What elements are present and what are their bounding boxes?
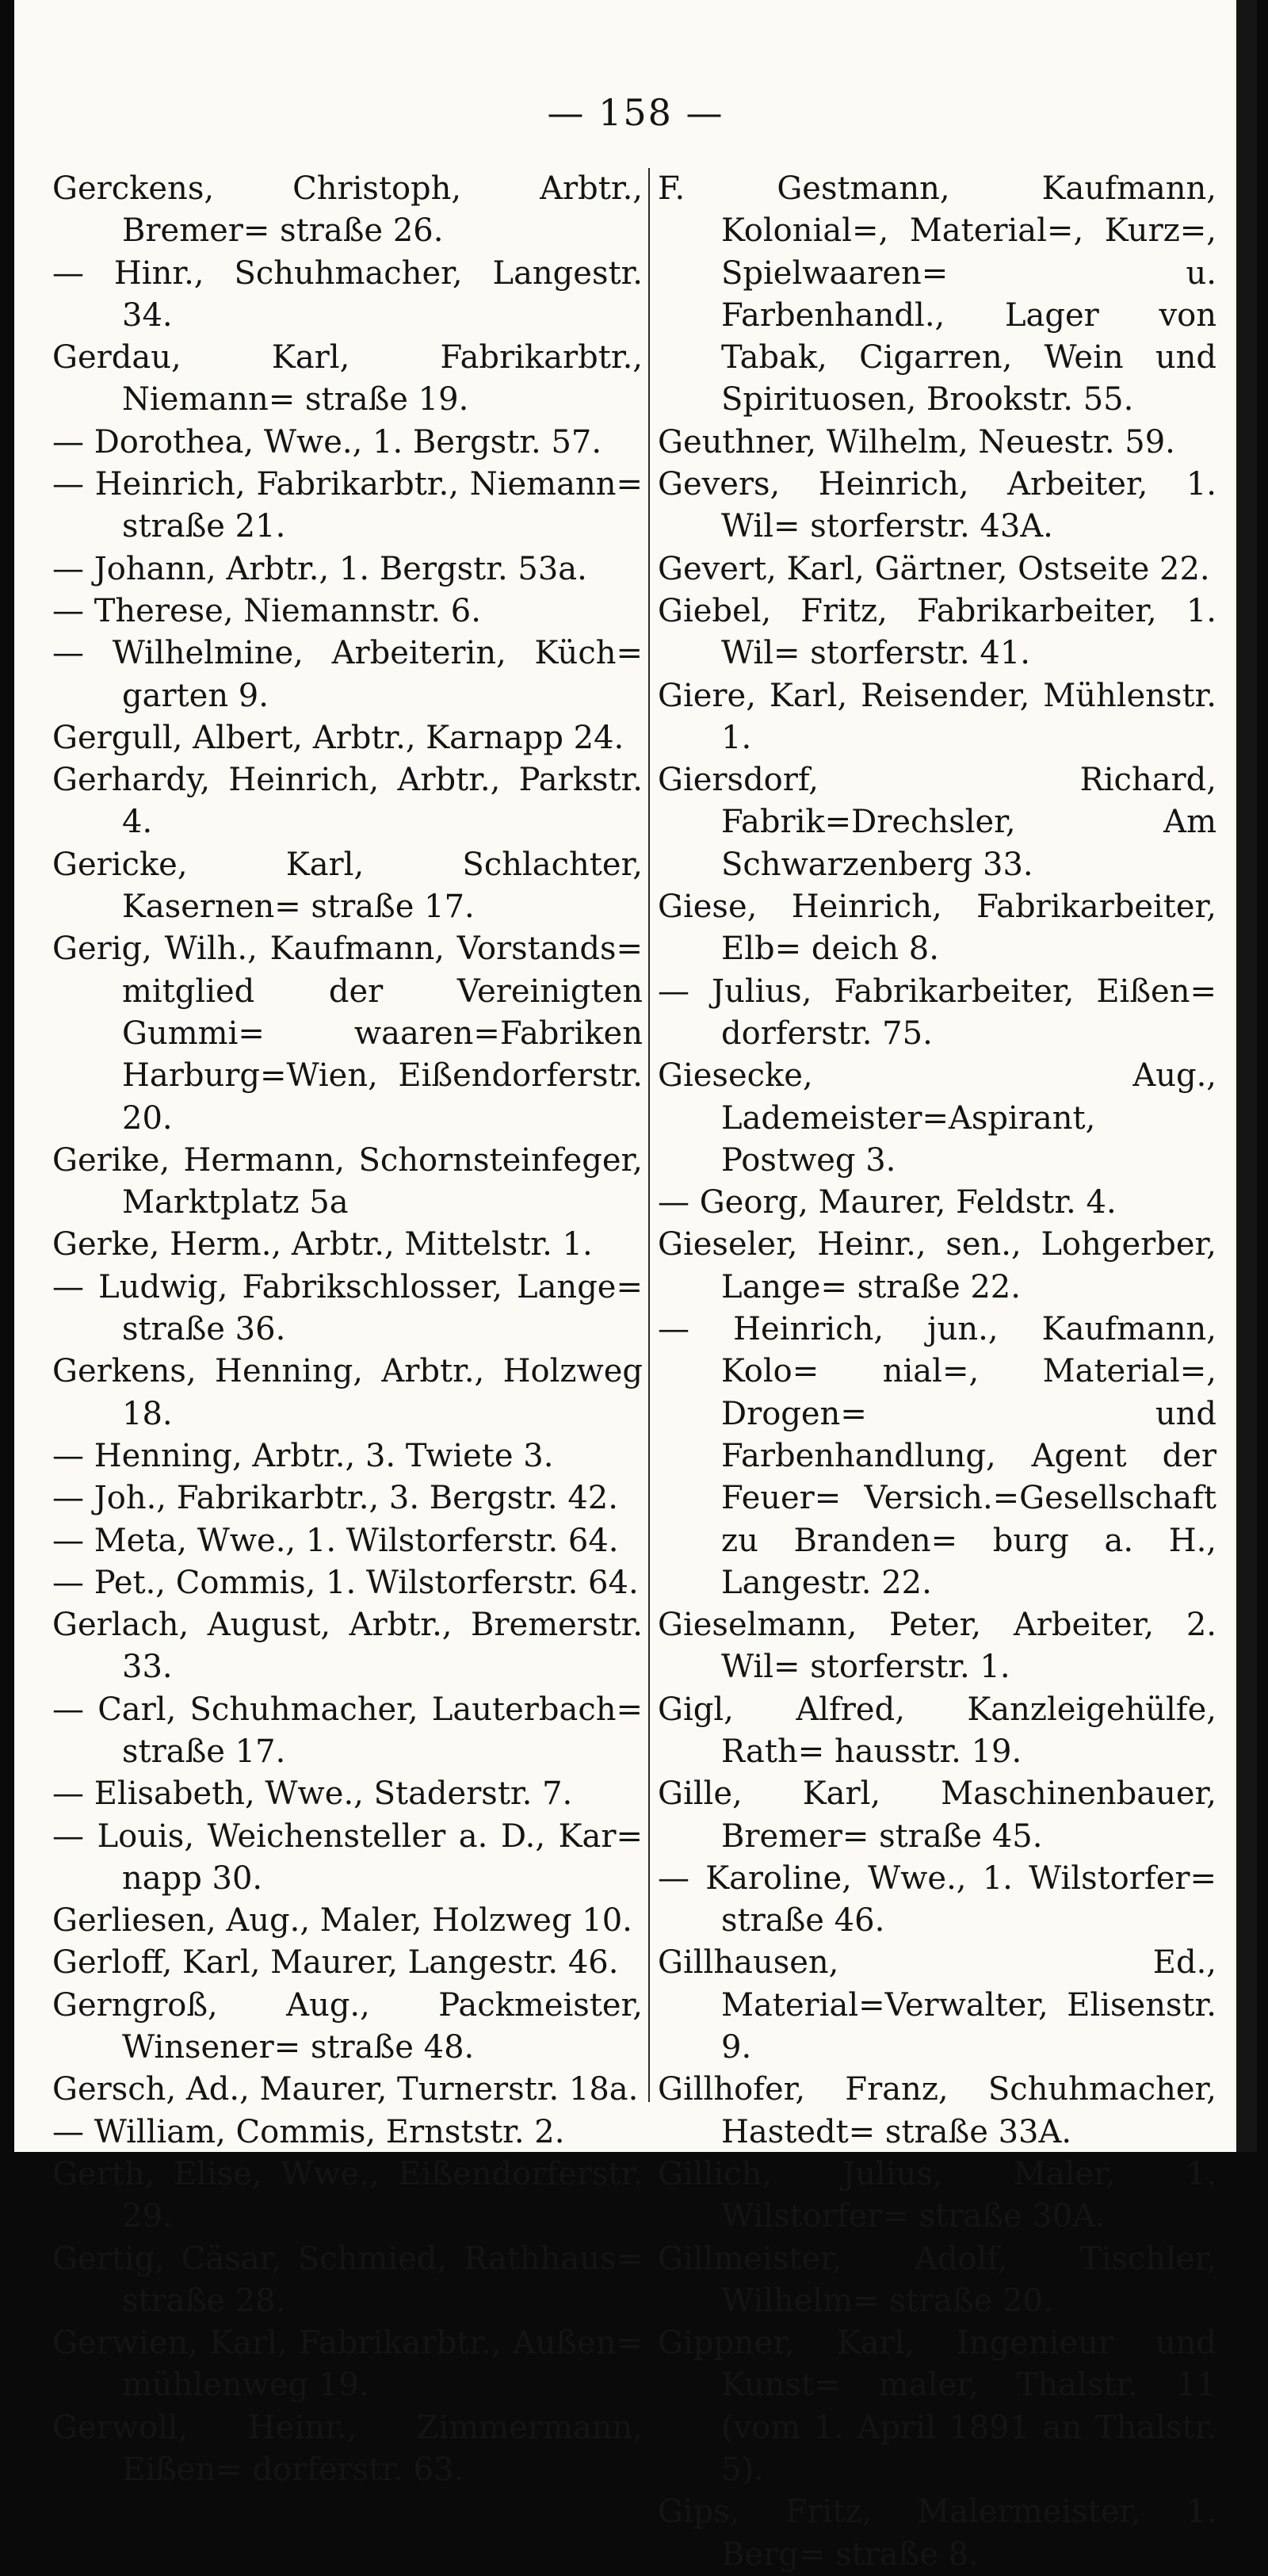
directory-entry: Gerloff, Karl, Maurer, Langestr. 46. [52, 1944, 619, 1982]
directory-entry: Gerlach, August, Arbtr., Bremerstr. 33. [52, 1607, 643, 1686]
page-spine-edge [1236, 0, 1257, 2152]
directory-entry: — Carl, Schuhmacher, Lauterbach= straße 17. [52, 1691, 643, 1770]
left-column [52, 168, 643, 2491]
directory-entry: Gieseler, Heinr., sen., Lohgerber, Lange= straße 22. [658, 1226, 1216, 1305]
directory-entry: Gillmeister, Adolf, Tischler, Wilhelm= straße 20. [658, 2240, 1216, 2319]
directory-entry: — Meta, Wwe., 1. Wilstorferstr. 64. [52, 1522, 619, 1559]
directory-page [14, 0, 1257, 2573]
directory-entry: Gerwoll, Heinr., Zimmermann, Eißen= dorferstr. 63. [52, 2409, 643, 2489]
directory-entry: Geuthner, Wilhelm, Neuestr. 59. [658, 423, 1175, 461]
directory-entry: Gertig, Cäsar, Schmied, Rathhaus= straße 28. [52, 2240, 643, 2319]
directory-entry: — Louis, Weichensteller a. D., Kar= napp 30. [52, 1817, 643, 1897]
directory-entry: Gerdau, Karl, Fabrikarbtr., Niemann= straße 19. [52, 339, 643, 419]
directory-entry: Gevert, Karl, Gärtner, Ostseite 22. [658, 550, 1210, 587]
directory-entry: — Wilhelmine, Arbeiterin, Küch= garten 9. [52, 635, 643, 714]
directory-entry: Gerwien, Karl, Fabrikarbtr., Außen= mühlenweg 19. [52, 2325, 643, 2404]
directory-entry: Gerike, Hermann, Schornsteinfeger, Marktplatz 5a [52, 1141, 643, 1221]
directory-entry: Gericke, Karl, Schlachter, Kasernen= straße 17. [52, 846, 643, 926]
directory-entry: — Julius, Fabrikarbeiter, Eißen= dorferstr. 75. [658, 973, 1216, 1052]
directory-entry: Gips, Fritz, Malermeister, 1. Berg= straße 8. [658, 2494, 1216, 2573]
directory-entry: — Joh., Fabrikarbtr., 3. Bergstr. 42. [52, 1480, 618, 1517]
directory-entry: Gerngroß, Aug., Packmeister, Winsener= straße 48. [52, 1986, 643, 2066]
directory-entry: Gillhausen, Ed., Material=Verwalter, Elisenstr. 9. [658, 1944, 1216, 2066]
directory-entry: — Pet., Commis, 1. Wilstorferstr. 64. [52, 1564, 639, 1601]
page-number: — 158 — [547, 91, 724, 134]
right-column [658, 168, 1216, 2576]
directory-entry: Giebel, Fritz, Fabrikarbeiter, 1. Wil= storferstr. 41. [658, 592, 1216, 672]
directory-entry: Gille, Karl, Maschinenbauer, Bremer= straße 45. [658, 1775, 1216, 1855]
directory-entry: Gevers, Heinrich, Arbeiter, 1. Wil= storferstr. 43A. [658, 466, 1216, 545]
directory-entry: — William, Commis, Ernststr. 2. [52, 2113, 565, 2150]
directory-entry: Gieselmann, Peter, Arbeiter, 2. Wil= storferstr. 1. [658, 1607, 1216, 1686]
directory-entry: Gigl, Alfred, Kanzleigehülfe, Rath= hausstr. 19. [658, 1691, 1216, 1770]
directory-entry: Gillich, Julius, Maler, 1. Wilstorfer= straße 30A. [658, 2155, 1216, 2235]
column-divider [648, 168, 650, 2102]
directory-entry: — Georg, Maurer, Feldstr. 4. [658, 1184, 1117, 1221]
directory-entry: Gerkens, Henning, Arbtr., Holzweg 18. [52, 1353, 643, 1432]
directory-entry: Giersdorf, Richard, Fabrik=Drechsler, Am Schwarzenberg 33. [658, 762, 1216, 883]
directory-entry: Giesecke, Aug., Lademeister=Aspirant, Postweg 3. [658, 1057, 1216, 1179]
directory-entry: Gerig, Wilh., Kaufmann, Vorstands= mitglied der Vereinigten Gummi= waaren=Fabriken Harburg=Wien, Eißendorferstr. 20. [52, 931, 643, 1137]
directory-entry: Gerke, Herm., Arbtr., Mittelstr. 1. [52, 1226, 593, 1263]
directory-entry: Gerhardy, Heinrich, Arbtr., Parkstr. 4. [52, 762, 643, 841]
directory-entry: Gersch, Ad., Maurer, Turnerstr. 18a. [52, 2071, 639, 2108]
directory-entry: — Hinr., Schuhmacher, Langestr. 34. [52, 254, 643, 334]
directory-entry: Gerckens, Christoph, Arbtr., Bremer= straße 26. [52, 170, 643, 250]
directory-entry: — Henning, Arbtr., 3. Twiete 3. [52, 1437, 554, 1474]
directory-entry: Gillhofer, Franz, Schuhmacher, Hastedt= straße 33A. [658, 2071, 1216, 2150]
directory-entry: — Elisabeth, Wwe., Staderstr. 7. [52, 1775, 573, 1813]
directory-entry: — Dorothea, Wwe., 1. Bergstr. 57. [52, 423, 602, 461]
directory-entry: — Heinrich, Fabrikarbtr., Niemann= straße 21. [52, 466, 643, 545]
directory-entry: Gergull, Albert, Arbtr., Karnapp 24. [52, 719, 624, 756]
directory-entry: — Heinrich, jun., Kaufmann, Kolo= nial=, Material=, Drogen= und Farbenhandlung, Agent der Feuer= Versich.=Gesellschaft zu Branden= burg a. H., Langestr. 22. [658, 1311, 1216, 1601]
directory-entry: — Johann, Arbtr., 1. Bergstr. 53a. [52, 550, 587, 587]
directory-entry: Giese, Heinrich, Fabrikarbeiter, Elb= deich 8. [658, 889, 1216, 968]
directory-entry: — Therese, Niemannstr. 6. [52, 592, 481, 629]
directory-entry: Gerliesen, Aug., Maler, Holzweg 10. [52, 1902, 632, 1940]
directory-entry: — Ludwig, Fabrikschlosser, Lange= straße 36. [52, 1268, 643, 1348]
directory-entry: Gerth, Elise, Wwe., Eißendorferstr. 29. [52, 2155, 643, 2235]
directory-entry: F. Gestmann, Kaufmann, Kolonial=, Material=, Kurz=, Spielwaaren= u. Farbenhandl., Lager von Tabak, Cigarren, Wein und Spirituosen, Brookstr. 55. [658, 170, 1216, 419]
directory-entry: — Karoline, Wwe., 1. Wilstorfer= straße 46. [658, 1859, 1216, 1940]
directory-entry: Giere, Karl, Reisender, Mühlenstr. 1. [658, 677, 1216, 756]
directory-entry: Gippner, Karl, Ingenieur und Kunst= maler, Thalstr. 11 (vom 1. April 1891 an Thalstr. 5). [658, 2325, 1216, 2489]
